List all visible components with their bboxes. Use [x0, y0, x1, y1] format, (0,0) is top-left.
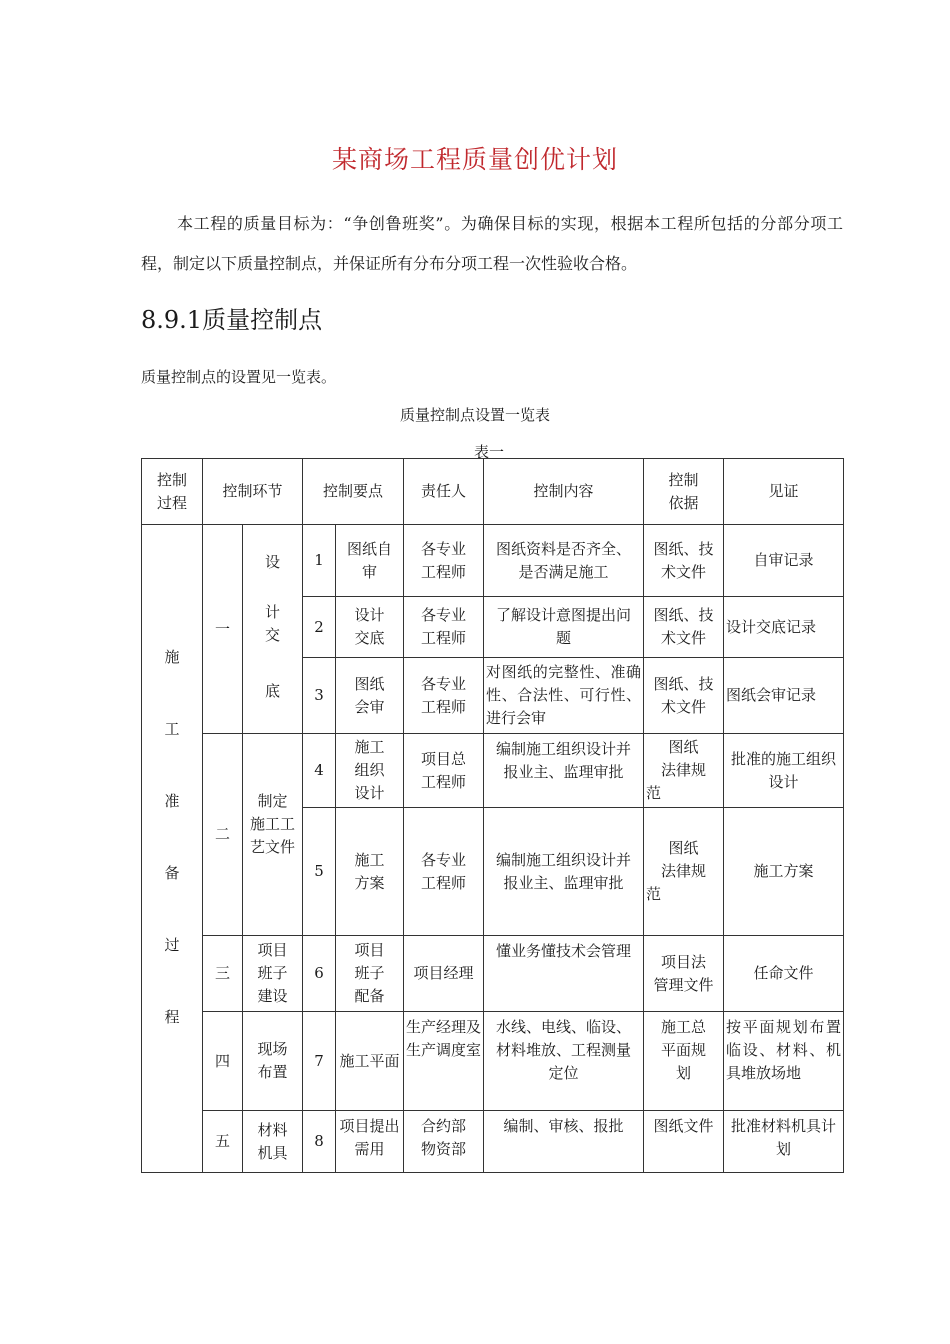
row-8-evidence: 批准材料机具计 划: [724, 1111, 844, 1173]
header-owner: 责任人: [404, 459, 484, 525]
row-6-point: 项目 班子 配备: [336, 936, 404, 1012]
section-heading: 8.9.1质量控制点: [141, 306, 323, 334]
row-6-number: 6: [303, 936, 336, 1012]
row-6-basis: 项目法 管理文件: [644, 936, 724, 1012]
row-2-number: 2: [303, 597, 336, 658]
header-points: 控制要点: [303, 459, 404, 525]
row-1-number: 1: [303, 525, 336, 597]
row-6-evidence: 任命文件: [724, 936, 844, 1012]
row-1-owner: 各专业 工程师: [404, 525, 484, 597]
row-4-evidence: 批准的施工组织 设计: [724, 734, 844, 808]
table-row: [142, 1111, 844, 1173]
group-2-number: 二: [203, 734, 243, 936]
page-title: 某商场工程质量创优计划: [331, 145, 618, 174]
group-1-label: 设 计 交 底: [243, 525, 303, 734]
table-row: [142, 734, 844, 808]
row-5-number: 5: [303, 808, 336, 936]
row-7-owner: 生产经理及 生产调度室: [404, 1012, 484, 1111]
row-4-basis: 图纸 法律规 范: [644, 734, 724, 808]
quality-control-table: [141, 458, 844, 1173]
row-7-basis: 施工总 平面规 划: [644, 1012, 724, 1111]
header-process: 控制 过程: [142, 459, 203, 525]
row-7-number: 7: [303, 1012, 336, 1111]
row-8-content: 编制、审核、报批: [484, 1111, 644, 1173]
row-5-point: 施工 方案: [336, 808, 404, 936]
table-number: 表一: [474, 443, 505, 461]
row-6-content: 懂业务懂技术会管理: [484, 936, 644, 1012]
row-5-evidence: 施工方案: [724, 808, 844, 936]
intro-paragraph: 本工程的质量目标为：“争创鲁班奖”。为确保目标的实现，根据本工程所包括的分部分项工程，制定以下质量控制点，并保证所有分布分项工程一次性验收合格。: [141, 214, 843, 273]
row-2-content: 了解设计意图提出问 题: [484, 597, 644, 658]
group-1-number: 一: [203, 525, 243, 734]
row-5-owner: 各专业 工程师: [404, 808, 484, 936]
row-2-owner: 各专业 工程师: [404, 597, 484, 658]
table-row: [142, 525, 844, 597]
row-4-owner: 项目总 工程师: [404, 734, 484, 808]
row-4-number: 4: [303, 734, 336, 808]
header-evidence: 见证: [724, 459, 844, 525]
row-7-content: 水线、电线、临设、 材料堆放、工程测量 定位: [484, 1012, 644, 1111]
group-3-number: 三: [203, 936, 243, 1012]
table-header-row: [142, 459, 844, 525]
row-6-owner: 项目经理: [404, 936, 484, 1012]
row-3-content: 对图纸的完整性、准确性、合法性、可行性、进行会审: [484, 658, 644, 734]
row-3-number: 3: [303, 658, 336, 734]
table-row: [142, 936, 844, 1012]
row-3-owner: 各专业 工程师: [404, 658, 484, 734]
row-8-number: 8: [303, 1111, 336, 1173]
row-1-basis: 图纸、技 术文件: [644, 525, 724, 597]
row-4-content: 编制施工组织设计并 报业主、监理审批: [484, 734, 644, 808]
group-4-number: 四: [203, 1012, 243, 1111]
group-2-label: 制定 施工工 艺文件: [243, 734, 303, 936]
row-7-point: 施工平面: [336, 1012, 404, 1111]
row-8-basis: 图纸文件: [644, 1111, 724, 1173]
row-3-point: 图纸 会审: [336, 658, 404, 734]
header-content: 控制内容: [484, 459, 644, 525]
row-3-basis: 图纸、技 术文件: [644, 658, 724, 734]
row-5-content: 编制施工组织设计并 报业主、监理审批: [484, 808, 644, 936]
row-1-point: 图纸自 审: [336, 525, 404, 597]
header-basis: 控制 依据: [644, 459, 724, 525]
process-cell: 施 工 准 备 过 程: [142, 525, 203, 1173]
row-5-basis: 图纸 法律规 范: [644, 808, 724, 936]
table-row: [142, 1012, 844, 1111]
row-4-point: 施工 组织 设计: [336, 734, 404, 808]
row-2-evidence: 设计交底记录: [724, 597, 844, 658]
row-2-point: 设计 交底: [336, 597, 404, 658]
row-1-evidence: 自审记录: [724, 525, 844, 597]
row-2-basis: 图纸、技 术文件: [644, 597, 724, 658]
row-8-owner: 合约部 物资部: [404, 1111, 484, 1173]
row-3-evidence: 图纸会审记录: [724, 658, 844, 734]
row-7-evidence: 按平面规划布置临设、材料、机具堆放场地: [724, 1012, 844, 1111]
group-5-number: 五: [203, 1111, 243, 1173]
group-5-label: 材料 机具: [243, 1111, 303, 1173]
row-8-point: 项目提出 需用: [336, 1111, 404, 1173]
header-link: 控制环节: [203, 459, 303, 525]
group-4-label: 现场 布置: [243, 1012, 303, 1111]
row-1-content: 图纸资料是否齐全、 是否满足施工: [484, 525, 644, 597]
group-3-label: 项目 班子 建设: [243, 936, 303, 1012]
table-note: 质量控制点的设置见一览表。: [141, 368, 337, 386]
table-caption: 质量控制点设置一览表: [399, 406, 550, 424]
